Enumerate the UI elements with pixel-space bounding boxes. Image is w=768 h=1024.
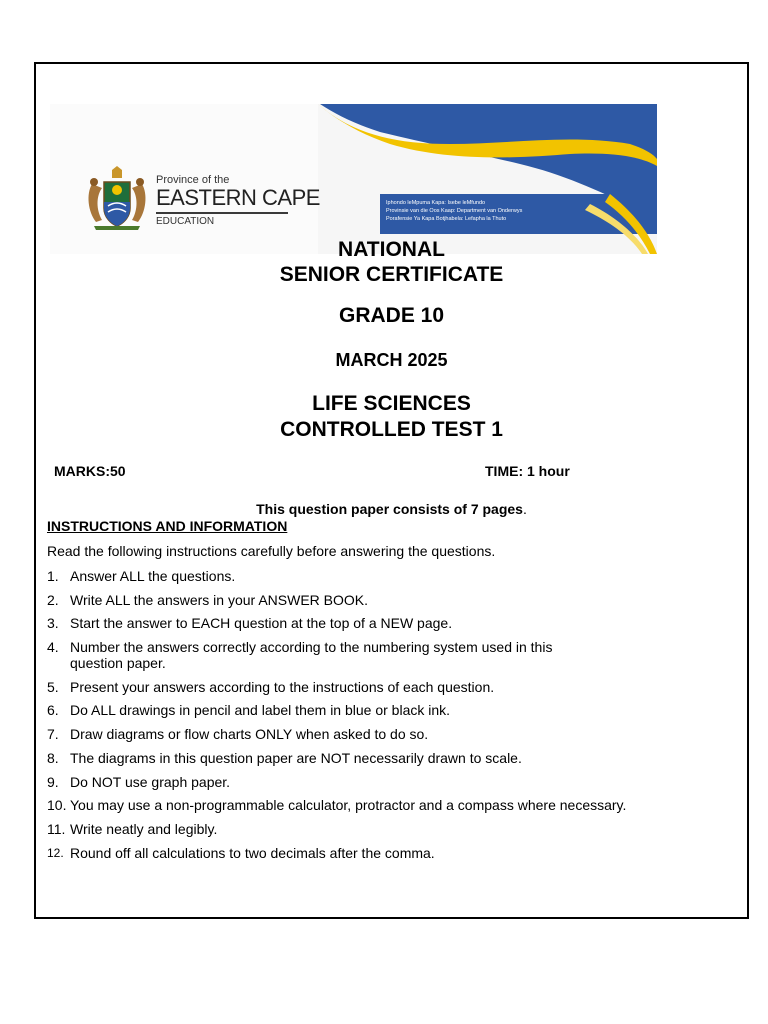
instruction-number: 3. (47, 615, 59, 632)
instructions-heading: INSTRUCTIONS AND INFORMATION (47, 518, 288, 534)
instruction-text: Do ALL drawings in pencil and label them in blue or black ink. (70, 702, 451, 719)
instruction-text: The diagrams in this question paper are NOT necessarily drawn to scale. (70, 749, 522, 766)
instruction-text: Do NOT use graph paper. (70, 773, 231, 790)
instruction-text: Answer ALL the questions. (70, 568, 236, 584)
marks: MARKS:50 (54, 463, 126, 479)
instructions-intro: Read the following instructions carefully before answering the questions. (47, 543, 496, 559)
department-logo-text (156, 174, 320, 228)
instruction-number: 10. (47, 797, 67, 814)
language-line: Iphondo leMpuma Kapa: Isebe leMfundo (386, 200, 486, 206)
page-count-note (36, 501, 747, 517)
exam-date: MARCH 2025 (335, 350, 448, 370)
instruction-number: 2. (47, 591, 59, 608)
page-border (34, 62, 749, 919)
instruction-item (47, 726, 737, 742)
test-name: CONTROLLED TEST 1 (280, 418, 503, 441)
instruction-number: 8. (47, 749, 59, 766)
coat-of-arms-icon (82, 164, 152, 232)
instruction-text: Write ALL the answers in your ANSWER BOOK. (70, 591, 368, 608)
instruction-text: Round off all calculations to two decimals after the comma. (70, 844, 435, 861)
time-allowed: TIME: 1 hour (485, 463, 570, 479)
instruction-text: Present your answers according to the instructions of each question. (70, 678, 495, 695)
instruction-number: 4. (47, 639, 59, 656)
grade: GRADE 10 (338, 304, 445, 327)
page-count-text: This question paper consists of 7 pages (256, 501, 523, 517)
logo-line-eastern-cape: EASTERN CAPE (156, 185, 320, 210)
logo-line-education: EDUCATION (156, 216, 215, 227)
logo-line-province: Province of the (156, 174, 230, 186)
instruction-number: 12. (47, 845, 64, 860)
instruction-item (47, 679, 737, 695)
instruction-number: 6. (47, 702, 59, 719)
subject-block (36, 391, 747, 443)
instruction-item (47, 750, 737, 766)
instruction-text: Write neatly and legibly. (70, 820, 218, 837)
instruction-text: Number the answers correctly according to the numbering system used in this question paper. (70, 639, 553, 672)
instruction-item (47, 821, 737, 837)
page-count-period: . (522, 501, 527, 517)
instruction-item (47, 568, 737, 584)
instruction-item (47, 615, 737, 631)
instruction-number: 1. (47, 568, 59, 584)
instruction-item (47, 845, 737, 861)
instruction-text: You may use a non-programmable calculator, protractor and a compass where necessary. (70, 797, 627, 814)
logo-rule (156, 212, 288, 214)
instructions-list (47, 568, 737, 868)
instruction-number: 11. (47, 820, 66, 837)
language-line: Provinsie van die Oos Kaap: Department van Onderwys (386, 208, 523, 214)
instruction-item (47, 797, 737, 813)
language-line: Porafensie Ya Kapa Botjhabela: Lefapha la Thuto (386, 216, 507, 222)
instruction-item (47, 702, 737, 718)
title-senior-certificate: SENIOR CERTIFICATE (279, 263, 504, 286)
department-languages (386, 199, 522, 223)
instruction-text: Draw diagrams or flow charts ONLY when asked to do so. (70, 726, 429, 743)
instruction-number: 5. (47, 678, 59, 695)
title-national: NATIONAL (338, 238, 445, 261)
instruction-item (47, 639, 737, 671)
instruction-text: Start the answer to EACH question at the top of a NEW page. (70, 615, 453, 632)
subject-name: LIFE SCIENCES (312, 392, 471, 415)
instruction-item (47, 774, 737, 790)
instruction-number: 7. (47, 726, 59, 743)
exam-title (36, 237, 747, 287)
instruction-item (47, 592, 737, 608)
instruction-number: 9. (47, 773, 59, 790)
